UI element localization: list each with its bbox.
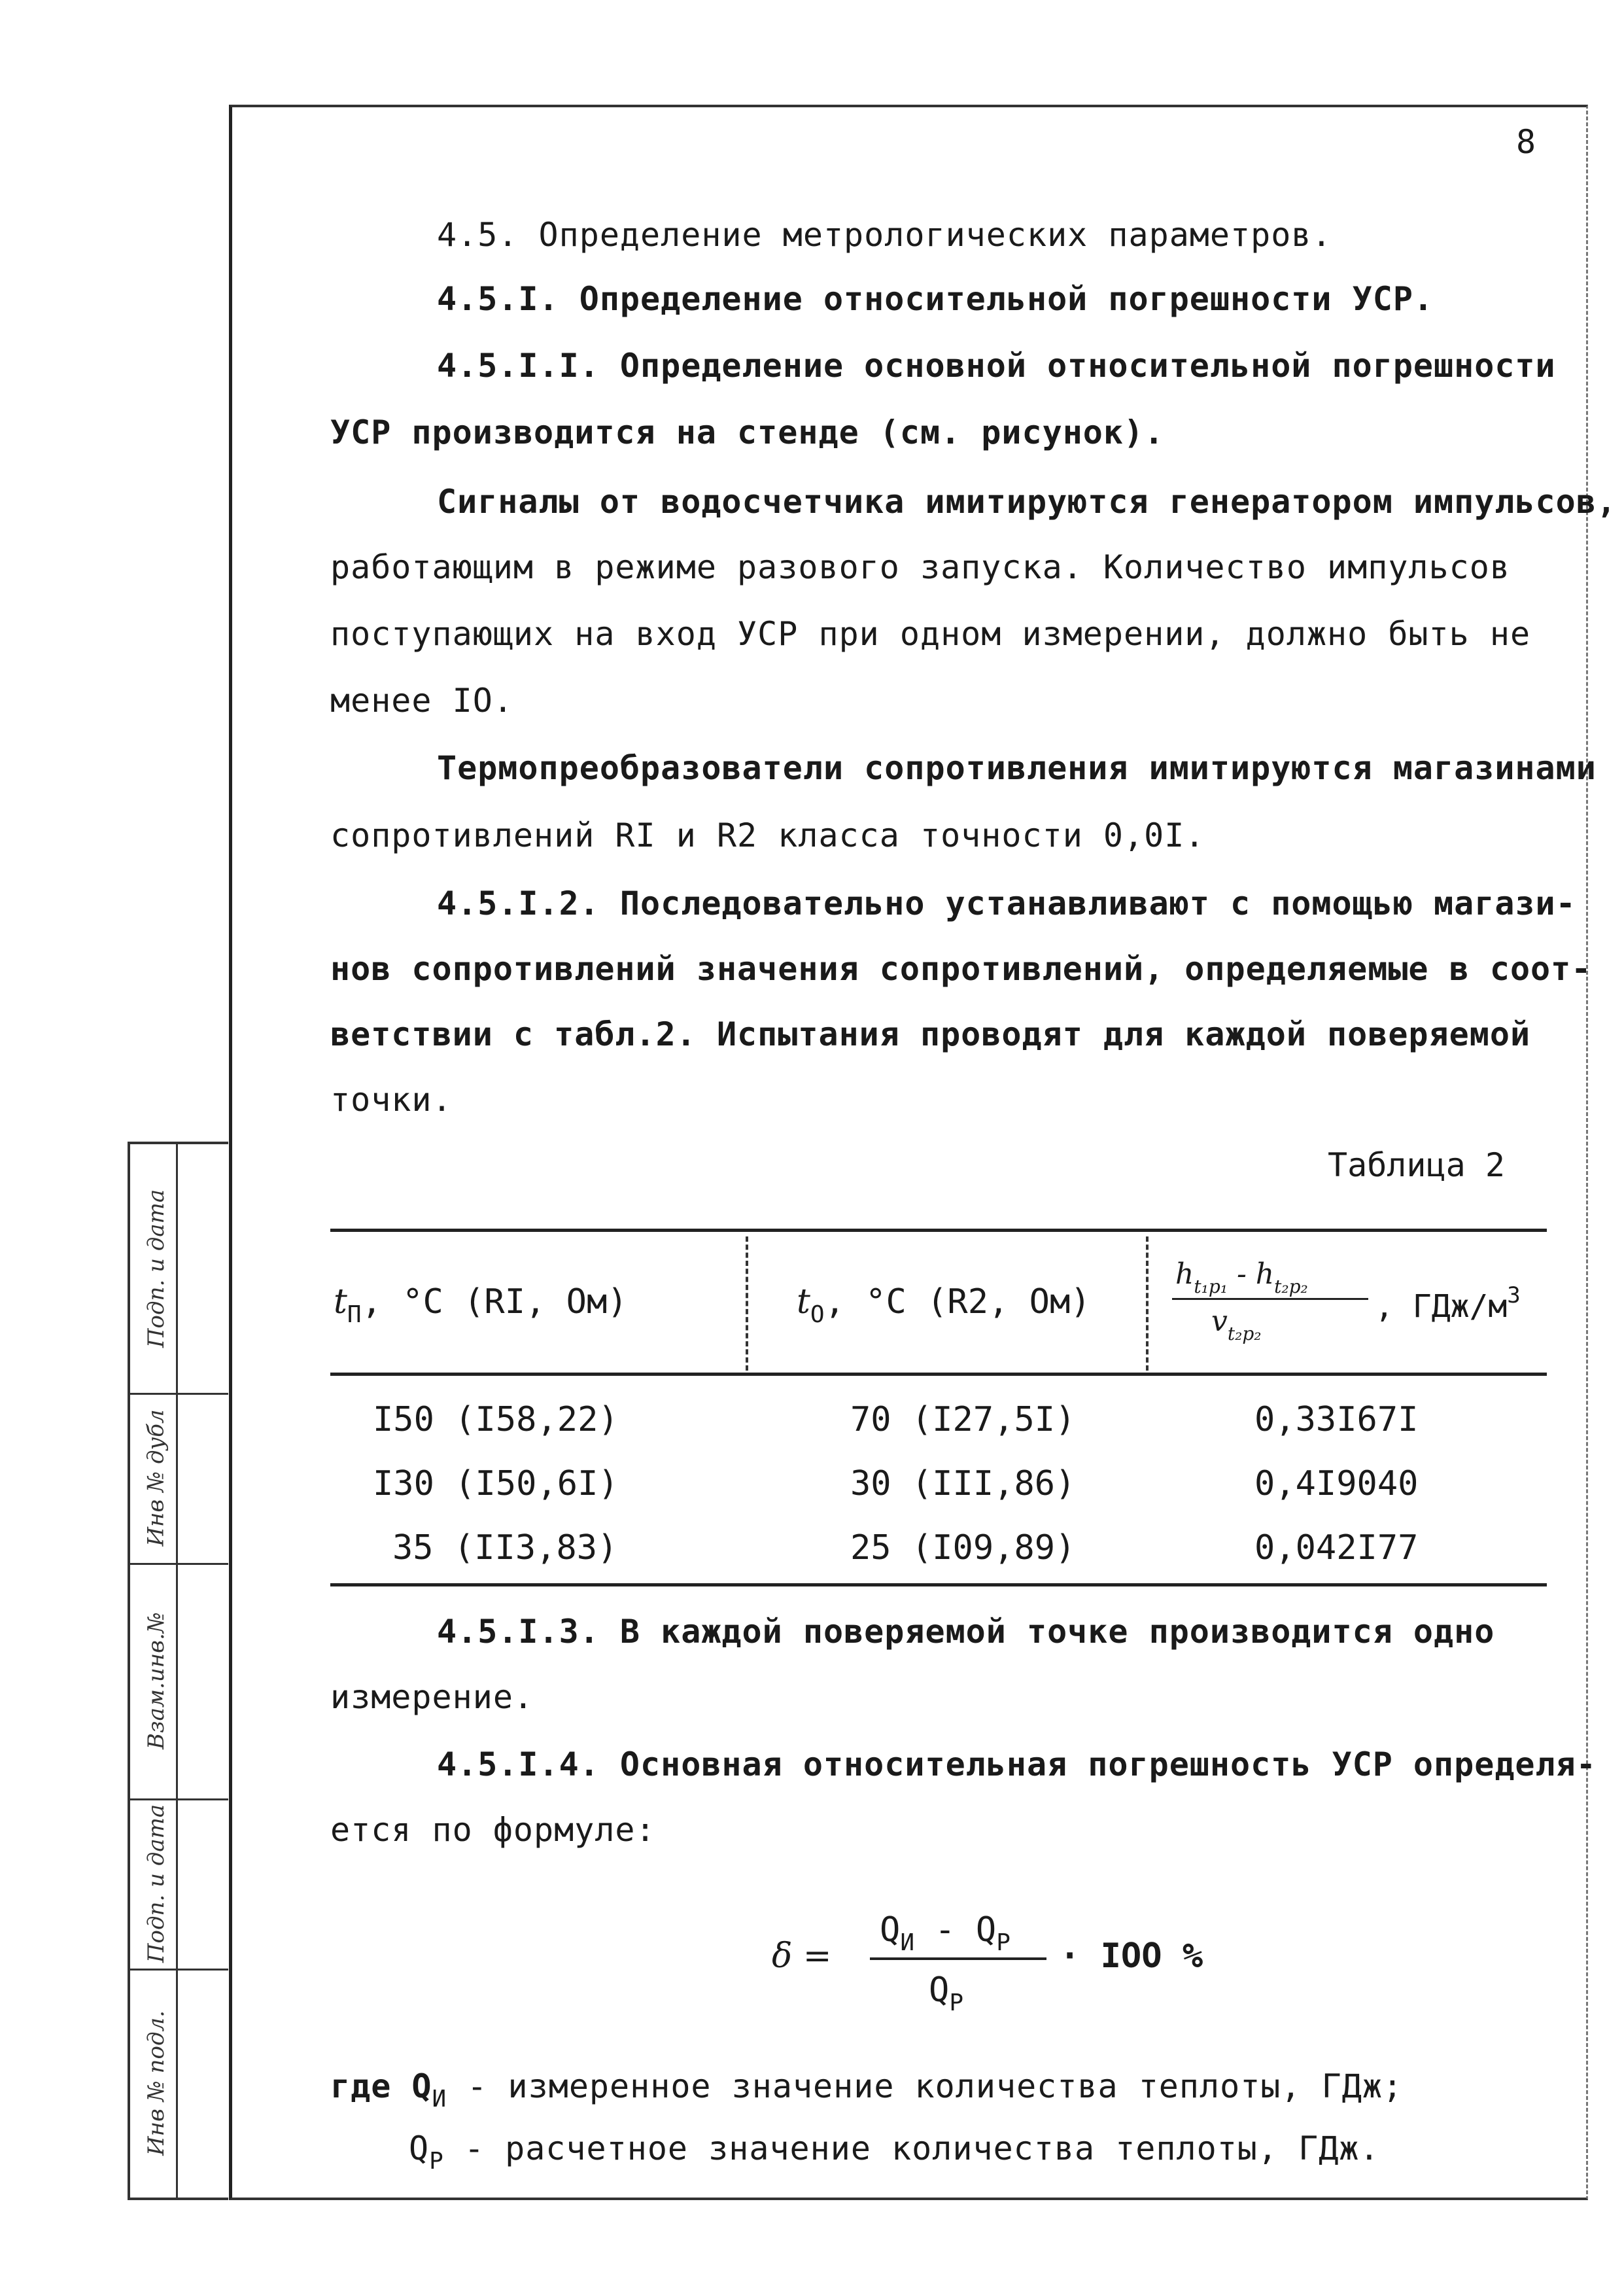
table-top-rule [330, 1229, 1547, 1232]
paragraph-line: УСР производится на стенде (см. рисунок). [330, 413, 1165, 451]
table-cell: 70 (I27,5I) [850, 1400, 1076, 1439]
stamp-sign-date-2: Подп. и дата [143, 1804, 169, 1963]
table-cell: I50 (I58,22) [373, 1400, 619, 1439]
section-heading: 4.5. Определение метрологических параметров. [437, 216, 1332, 254]
legend-line: $Q_Р$ - расчетное значение количества теплоты, ГДж. [409, 2129, 1380, 2175]
stamp-replace-inv: Взам.инв.№ [143, 1612, 169, 1749]
paragraph-line: 4.5.I.I. Определение основной относительной погрешности [437, 347, 1556, 385]
paragraph-line: сопротивлений RI и R2 класса точности 0,0I. [330, 816, 1205, 854]
paragraph-line: нов сопротивлений значения сопротивлений, определяемые в соот- [330, 950, 1592, 988]
table-cell: 35 (II3,83) [392, 1528, 618, 1568]
table-header-rule [330, 1373, 1547, 1376]
legend-line: где $Q_И$ - измеренное значение количества теплоты, ГДж; [330, 2067, 1404, 2112]
table-header-t-p: $t_П$, °C (RI, Ом) [334, 1282, 628, 1328]
table-bottom-rule [330, 1583, 1547, 1586]
enthalpy-denominator: $v_{t_2p_2}$ [1211, 1305, 1262, 1344]
formula-fraction-line [870, 1957, 1046, 1960]
paragraph-line: ветствии с табл.2. Испытания проводят для каждой поверяемой [330, 1015, 1531, 1053]
column-divider [746, 1236, 748, 1371]
paragraph-line: 4.5.I.4. Основная относительная погрешность УСР определя- [437, 1745, 1597, 1783]
column-divider [1146, 1236, 1149, 1371]
table-cell: 25 (I09,89) [850, 1528, 1076, 1568]
enthalpy-unit: , ГДж/$м^3$ [1375, 1282, 1521, 1325]
table-header-t-o: $t_О$, °C (R2, Ом) [797, 1282, 1091, 1328]
paragraph-line: Сигналы от водосчетчика имитируются генератором импульсов, [437, 483, 1617, 521]
paragraph-line: Термопреобразователи сопротивления имитируются магазинами [437, 749, 1597, 787]
error-formula [772, 1897, 1230, 2028]
table-cell: 0,4I9040 [1254, 1464, 1419, 1503]
table-title: Таблица 2 [1328, 1146, 1505, 1184]
stamp-dup-inv: Инв № дубл [143, 1409, 170, 1547]
paragraph-line: 4.5.I.2. Последовательно устанавливают с помощью магази- [437, 885, 1576, 922]
table-cell: I30 (I50,6I) [373, 1464, 619, 1503]
page-number: 8 [1516, 123, 1536, 161]
paragraph-line: измерение. [330, 1678, 534, 1716]
stamp-sign-date: Подп. и дата [143, 1189, 169, 1348]
table-cell: 0,33I67I [1254, 1400, 1419, 1439]
paragraph-line: ется по формуле: [330, 1811, 656, 1849]
table-cell: 0,042I77 [1254, 1528, 1419, 1568]
paragraph-line: 4.5.I.3. В каждой поверяемой точке производится одно [437, 1613, 1495, 1651]
side-stamp [128, 1142, 228, 2200]
enthalpy-fraction-line [1172, 1298, 1368, 1300]
formula-lhs: δ = [772, 1936, 832, 1976]
paragraph-line: поступающих на вход УСР при одном измерении, должно быть не [330, 615, 1531, 653]
table-header-enthalpy [1172, 1257, 1538, 1362]
paragraph-line: работающим в режиме разового запуска. Количество импульсов [330, 548, 1510, 586]
paragraph-line: точки. [330, 1081, 453, 1119]
table-cell: 30 (III,86) [850, 1464, 1076, 1503]
formula-rhs: · IOO % [1060, 1936, 1203, 1976]
paragraph-line: менее IO. [330, 682, 513, 720]
enthalpy-numerator: $h_{t_1p_1} - h_{t_2p_2}$ [1175, 1257, 1308, 1297]
formula-numerator: $Q_И - Q_Р$ [880, 1910, 1011, 1956]
stamp-orig-inv: Инв № подл. [143, 2010, 169, 2156]
formula-denominator: $Q_Р$ [929, 1971, 963, 2016]
subsection-heading: 4.5.I. Определение относительной погрешности УСР. [437, 280, 1434, 318]
